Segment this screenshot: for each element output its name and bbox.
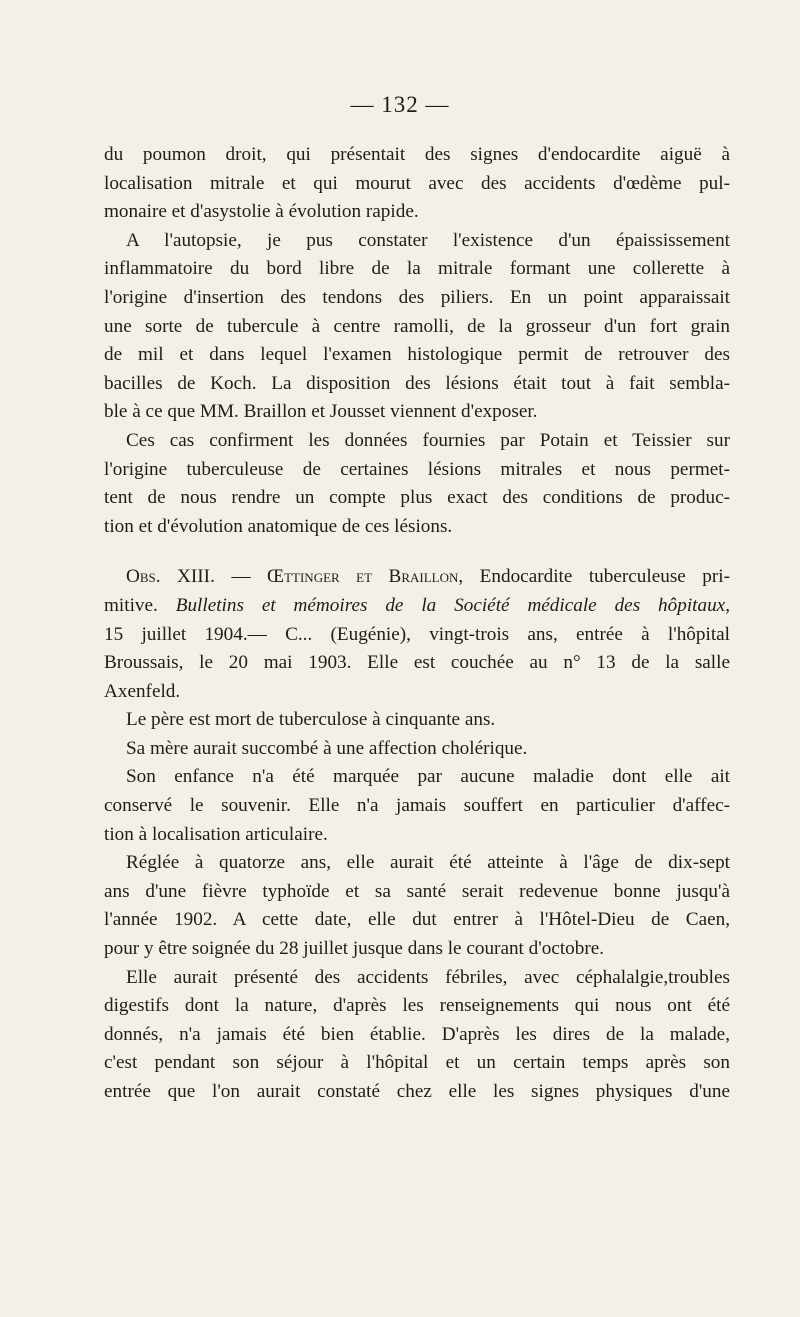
text-line: donnés, n'a jamais été bien établie. D'après les dires de la malade,: [104, 1023, 730, 1045]
paragraph: [104, 849, 730, 963]
text-line: localisation mitrale et qui mourut avec des accidents d'œdème pul-: [104, 172, 730, 194]
paragraph: [104, 735, 730, 764]
text-line: Sa mère aurait succombé à une affection cholérique.: [126, 737, 528, 759]
paragraph: [104, 427, 730, 541]
paragraph: [104, 706, 730, 735]
paragraph: [104, 763, 730, 849]
observation-title: , Endocardite tuberculeuse pri-: [458, 566, 730, 588]
paragraph: [104, 964, 730, 1107]
text-line: une sorte de tubercule à centre ramolli, de la grosseur d'un fort grain: [104, 315, 730, 337]
observation-label: Obs. XIII.: [126, 566, 215, 588]
text-line: inflammatoire du bord libre de la mitrale formant une collerette à: [104, 258, 730, 280]
text-line: Broussais, le 20 mai 1903. Elle est couchée au n° 13 de la salle: [104, 652, 730, 674]
observation-dash: —: [214, 566, 268, 588]
text-line: conservé le souvenir. Elle n'a jamais souffert en particulier d'affec-: [104, 795, 730, 817]
text-line: bacilles de Koch. La disposition des lésions était tout à fait sembla-: [104, 372, 730, 394]
text-line: [104, 592, 730, 621]
text-line: Son enfance n'a été marquée par aucune maladie dont elle ait: [126, 766, 730, 788]
observation-authors: Œttinger et Braillon: [267, 566, 459, 588]
observation-title-cont: mitive.: [104, 594, 176, 616]
text-line: c'est pendant son séjour à l'hôpital et un certain temps après son: [104, 1052, 730, 1074]
text-line: l'année 1902. A cette date, elle dut entrer à l'Hôtel-Dieu de Caen,: [104, 909, 730, 931]
text-line: du poumon droit, qui présentait des signes d'endocardite aiguë à: [104, 144, 730, 165]
text-line: entrée que l'on aurait constaté chez elle les signes physiques d'une: [104, 1081, 730, 1102]
page-number: — 132 —: [350, 92, 450, 117]
text-line: 15 juillet 1904.— C... (Eugénie), vingt-trois ans, entrée à l'hôpital: [104, 623, 730, 645]
text-line: l'origine tuberculeuse de certaines lésions mitrales et nous permet-: [104, 458, 730, 480]
punctuation: ,: [725, 594, 730, 616]
section-gap: [104, 541, 730, 563]
text-line: monaire et d'asystolie à évolution rapide.: [104, 201, 419, 223]
text-line: ble à ce que MM. Braillon et Jousset viennent d'exposer.: [104, 401, 538, 423]
text-line: Réglée à quatorze ans, elle aurait été atteinte à l'âge de dix-sept: [126, 852, 730, 874]
text-line: digestifs dont la nature, d'après les renseignements qui nous ont été: [104, 995, 730, 1017]
text-line: tion et d'évolution anatomique de ces lésions.: [104, 515, 453, 537]
text-line: pour y être soignée du 28 juillet jusque dans le courant d'octobre.: [104, 938, 605, 960]
text-line: Ces cas confirment les données fournies par Potain et Teissier sur: [126, 429, 730, 451]
text-line: Elle aurait présenté des accidents fébriles, avec céphalalgie,troubles: [126, 966, 730, 988]
text-line: ans d'une fièvre typhoïde et sa santé serait redevenue bonne jusqu'à: [104, 880, 730, 902]
text-line: de mil et dans lequel l'examen histologique permit de retrouver des: [104, 344, 730, 366]
text-line: [104, 563, 730, 592]
journal-title: Bulletins et mémoires de la Société médicale des hôpitaux: [175, 594, 726, 616]
text-line: tion à localisation articulaire.: [104, 823, 328, 845]
observation-header: [104, 563, 730, 706]
paragraph: [104, 141, 730, 227]
paragraph: [104, 227, 730, 427]
text-line: Le père est mort de tuberculose à cinquante ans.: [126, 709, 496, 731]
text-line: l'origine d'insertion des tendons des piliers. En un point apparaissait: [104, 286, 730, 308]
body-text: [104, 141, 730, 1107]
text-line: tent de nous rendre un compte plus exact des conditions de produc-: [104, 487, 730, 509]
text-line: Axenfeld.: [104, 680, 181, 702]
text-line: A l'autopsie, je pus constater l'existence d'un épaississement: [126, 229, 730, 251]
